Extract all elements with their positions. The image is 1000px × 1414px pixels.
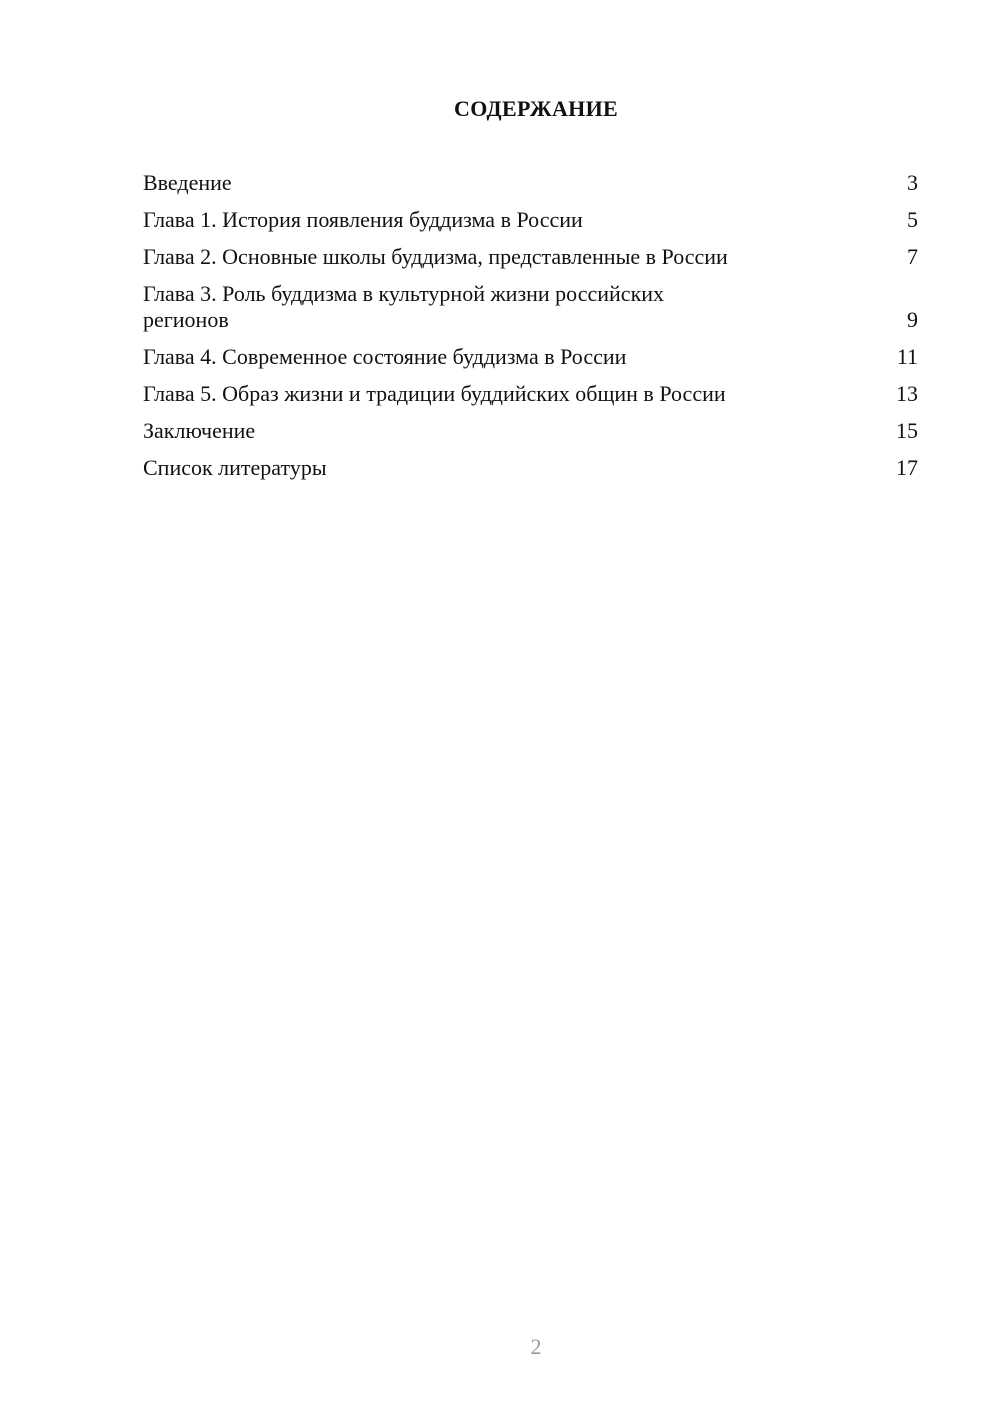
toc-entry-page: 13: [896, 381, 918, 406]
table-of-contents: [143, 170, 918, 492]
toc-entry-chapter-3: [143, 281, 918, 333]
toc-entry-page: 11: [896, 344, 918, 369]
toc-entry-chapter-5: [143, 381, 918, 407]
toc-entry-page: 7: [907, 244, 918, 269]
toc-entry-title: Введение: [143, 170, 232, 195]
toc-entry-chapter-1: [143, 207, 918, 233]
toc-entry-chapter-4: [143, 344, 918, 370]
toc-entry-title: Глава 1. История появления буддизма в России: [143, 207, 583, 232]
toc-entry-page: 9: [907, 307, 918, 332]
toc-entry-page: 17: [896, 455, 918, 480]
toc-entry-bibliography: [143, 455, 918, 481]
toc-entry-page: 3: [907, 170, 918, 195]
page-title: СОДЕРЖАНИЕ: [454, 96, 618, 121]
toc-entry-title: Глава 2. Основные школы буддизма, представленные в России: [143, 244, 728, 269]
toc-entry-introduction: [143, 170, 918, 196]
page-number: 2: [530, 1334, 542, 1359]
toc-entry-page: 15: [896, 418, 918, 443]
toc-entry-chapter-2: [143, 244, 918, 270]
toc-entry-title: Глава 4. Современное состояние буддизма в России: [143, 344, 627, 369]
toc-entry-title: Список литературы: [143, 455, 327, 480]
toc-entry-conclusion: [143, 418, 918, 444]
toc-entry-title: Глава 5. Образ жизни и традиции буддийских общин в России: [143, 381, 726, 406]
toc-entry-title: Заключение: [143, 418, 256, 443]
toc-entry-page: 5: [907, 207, 918, 232]
toc-entry-title: Глава 3. Роль буддизма в культурной жизни российских регионов: [143, 281, 665, 332]
